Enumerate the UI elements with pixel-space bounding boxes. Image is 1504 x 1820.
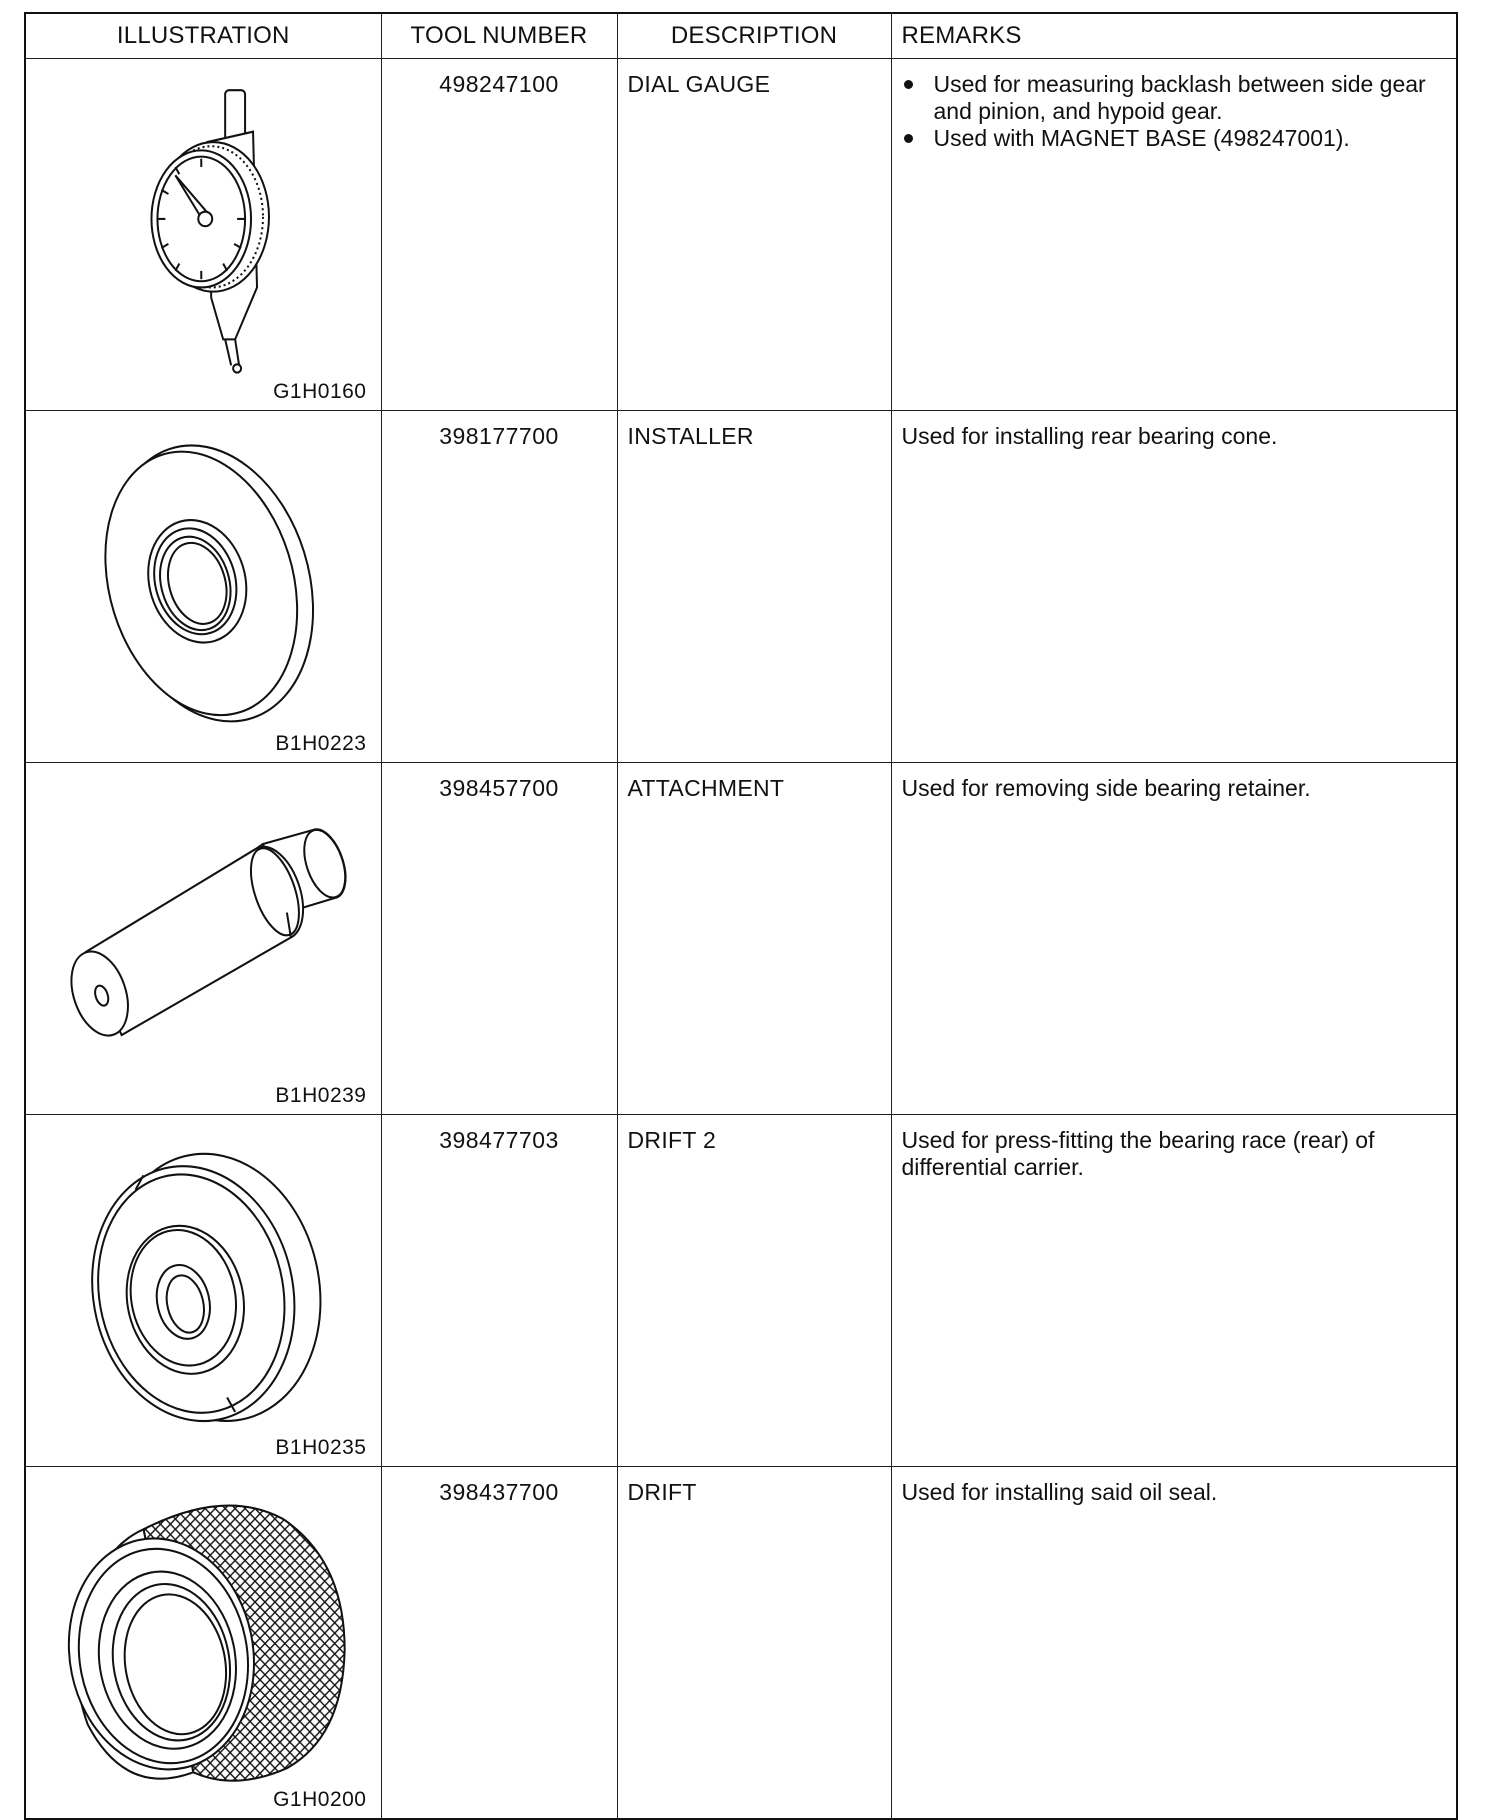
table-row <box>25 1467 1457 1820</box>
tool-number: 398177700 <box>381 411 617 763</box>
tool-number: 398457700 <box>381 763 617 1115</box>
drift-2-icon <box>26 1115 381 1466</box>
description: ATTACHMENT <box>617 763 891 1115</box>
table-row <box>25 411 1457 763</box>
tool-number: 498247100 <box>381 59 617 411</box>
remarks-text: Used for installing said oil seal. <box>891 1467 1457 1820</box>
remarks-cell <box>891 59 1457 411</box>
remarks-header: REMARKS <box>891 13 1457 59</box>
installer-icon <box>26 411 381 762</box>
illustration-header: ILLUSTRATION <box>25 13 381 59</box>
attachment-icon <box>26 763 381 1114</box>
table-row <box>25 59 1457 411</box>
figure-code: B1H0239 <box>275 1084 367 1107</box>
description: DIAL GAUGE <box>617 59 891 411</box>
table-row <box>25 763 1457 1115</box>
description: DRIFT 2 <box>617 1115 891 1467</box>
description: INSTALLER <box>617 411 891 763</box>
dial-gauge-icon <box>26 59 381 410</box>
illustration-cell <box>25 1115 381 1467</box>
drift-icon <box>26 1467 381 1818</box>
figure-code: B1H0223 <box>275 732 367 755</box>
remarks-text: Used for installing rear bearing cone. <box>891 411 1457 763</box>
description-header: DESCRIPTION <box>617 13 891 59</box>
illustration-cell <box>25 763 381 1115</box>
description: DRIFT <box>617 1467 891 1820</box>
remarks-text: Used for press-fitting the bearing race (rear) of differential carrier. <box>891 1115 1457 1467</box>
illustration-cell <box>25 1467 381 1820</box>
remarks-item: Used for measuring backlash between side gear and pinion, and hypoid gear. <box>902 71 1443 125</box>
figure-code: G1H0200 <box>273 1788 367 1811</box>
tool-number: 398477703 <box>381 1115 617 1467</box>
figure-code: B1H0235 <box>275 1436 367 1459</box>
tool-number-header: TOOL NUMBER <box>381 13 617 59</box>
remarks-list <box>902 71 1443 152</box>
table-row <box>25 1115 1457 1467</box>
bullet-icon <box>904 80 913 89</box>
figure-code: G1H0160 <box>273 380 367 403</box>
remarks-item: Used with MAGNET BASE (498247001). <box>902 125 1443 152</box>
illustration-cell <box>25 411 381 763</box>
header-row <box>25 13 1457 59</box>
special-tools-table <box>24 12 1458 1820</box>
bullet-icon <box>904 134 913 143</box>
remarks-text: Used for removing side bearing retainer. <box>891 763 1457 1115</box>
illustration-cell <box>25 59 381 411</box>
tool-number: 398437700 <box>381 1467 617 1820</box>
